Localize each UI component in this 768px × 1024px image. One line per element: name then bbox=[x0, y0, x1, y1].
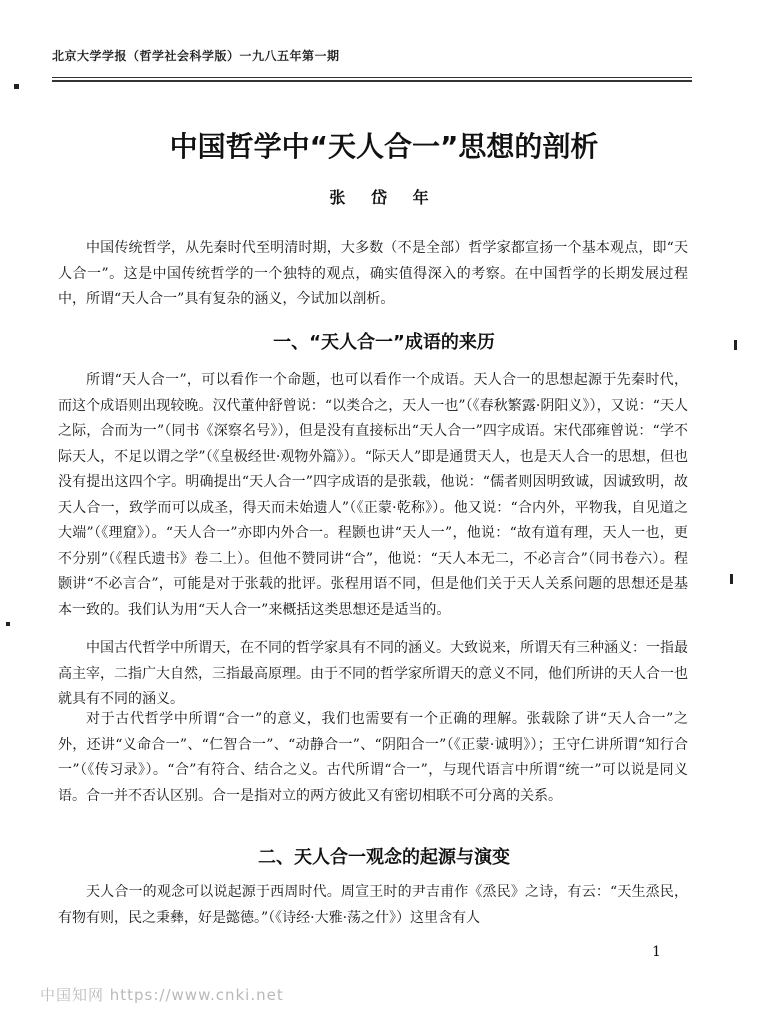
header-rule-thin bbox=[52, 77, 692, 78]
author-name: 张 岱 年 bbox=[329, 188, 439, 207]
scan-mark-left bbox=[6, 622, 10, 626]
scan-mark-top-left bbox=[14, 84, 19, 89]
header-rule-thick bbox=[52, 80, 692, 82]
page-number: 1 bbox=[652, 944, 661, 960]
article-title: 中国哲学中“天人合一”思想的剖析 bbox=[169, 130, 599, 163]
section-1-paragraph-3: 对于古代哲学中所谓“合一”的意义，我们也需要有一个正确的理解。张载除了讲“天人合一”之外，还讲“义命合一”、“仁智合一”、“动静合一”、“阴阳合一”（《正蒙·诚明》）；王守仁讲所谓“知行合一”（《传习录》）。“合”有符合、结合之义。古代所谓“合一”，与现代语言中所谓“统一”可以说是同义语。合一并不否认区别。合一是指对立的两方彼此又有密切相联不可分离的关系。 bbox=[58, 711, 688, 804]
intro-paragraph: 中国传统哲学，从先秦时代至明清时期，大多数（不是全部）哲学家都宣扬一个基本观点，即“天人合一”。这是中国传统哲学的一个独特的观点，确实值得深入的考察。在中国哲学的长期发展过程中，所谓“天人合一”具有复杂的涵义，今试加以剖析。 bbox=[58, 240, 688, 307]
section-1-paragraph-2: 中国古代哲学中所谓天，在不同的哲学家具有不同的涵义。大致说来，所谓天有三种涵义：一指最高主宰，二指广大自然，三指最高原理。由于不同的哲学家所谓天的意义不同，他们所讲的天人合一也就具有不同的涵义。 bbox=[58, 640, 688, 707]
scan-mark-right-1 bbox=[734, 340, 737, 350]
source-watermark: 中国知网 https://www.cnki.net bbox=[40, 986, 284, 1004]
section-1-heading: 一、“天人合一”成语的来历 bbox=[273, 332, 495, 353]
section-1-paragraph-1: 所谓“天人合一”，可以看作一个命题，也可以看作一个成语。天人合一的思想起源于先秦时代，而这个成语则出现较晚。汉代董仲舒曾说：“以类合之，天人一也”（《春秋繁露·阴阳义》），又说：“天人之际，合而为一”（同书《深察名号》），但是没有直接标出“天人合一”四字成语。宋代邵雍曾说：“学不际天人，不足以谓之学”（《皇极经世·观物外篇》）。“际天人”即是通贯天人，也是天人合一的思想，但也没有提出这四个字。明确提出“天人合一”四字成语的是张载，他说：“儒者则因明致诚，因诚致明，故天人合一，致学而可以成圣，得天而未始遗人”（《正蒙·乾称》）。他又说：“合内外，平物我，自见道之大端”（《理窟》）。“天人合一”亦即内外合一。程颢也讲“天人一”，他说：“故有道有理，天人一也，更不分别”（《程氏遗书》卷二上）。但他不赞同讲“合”，他说：“天人本无二，不必言合”（同书卷六）。程颢讲“不必言合”，可能是对于张载的批评。张程用语不同，但是他们关于天人关系问题的思想还是基本一致的。我们认为用“天人合一”来概括这类思想还是适当的。 bbox=[58, 372, 688, 618]
scan-mark-right-2 bbox=[730, 574, 733, 584]
section-2-paragraph-1: 天人合一的观念可以说起源于西周时代。周宣王时的尹吉甫作《烝民》之诗，有云：“天生烝民，有物有则，民之秉彝，好是懿德。”（《诗经·大雅·荡之什》）这里含有人 bbox=[58, 884, 688, 926]
section-2-heading: 二、天人合一观念的起源与演变 bbox=[258, 847, 510, 868]
running-header: 北京大学学报（哲学社会科学版）一九八五年第一期 bbox=[52, 49, 340, 63]
